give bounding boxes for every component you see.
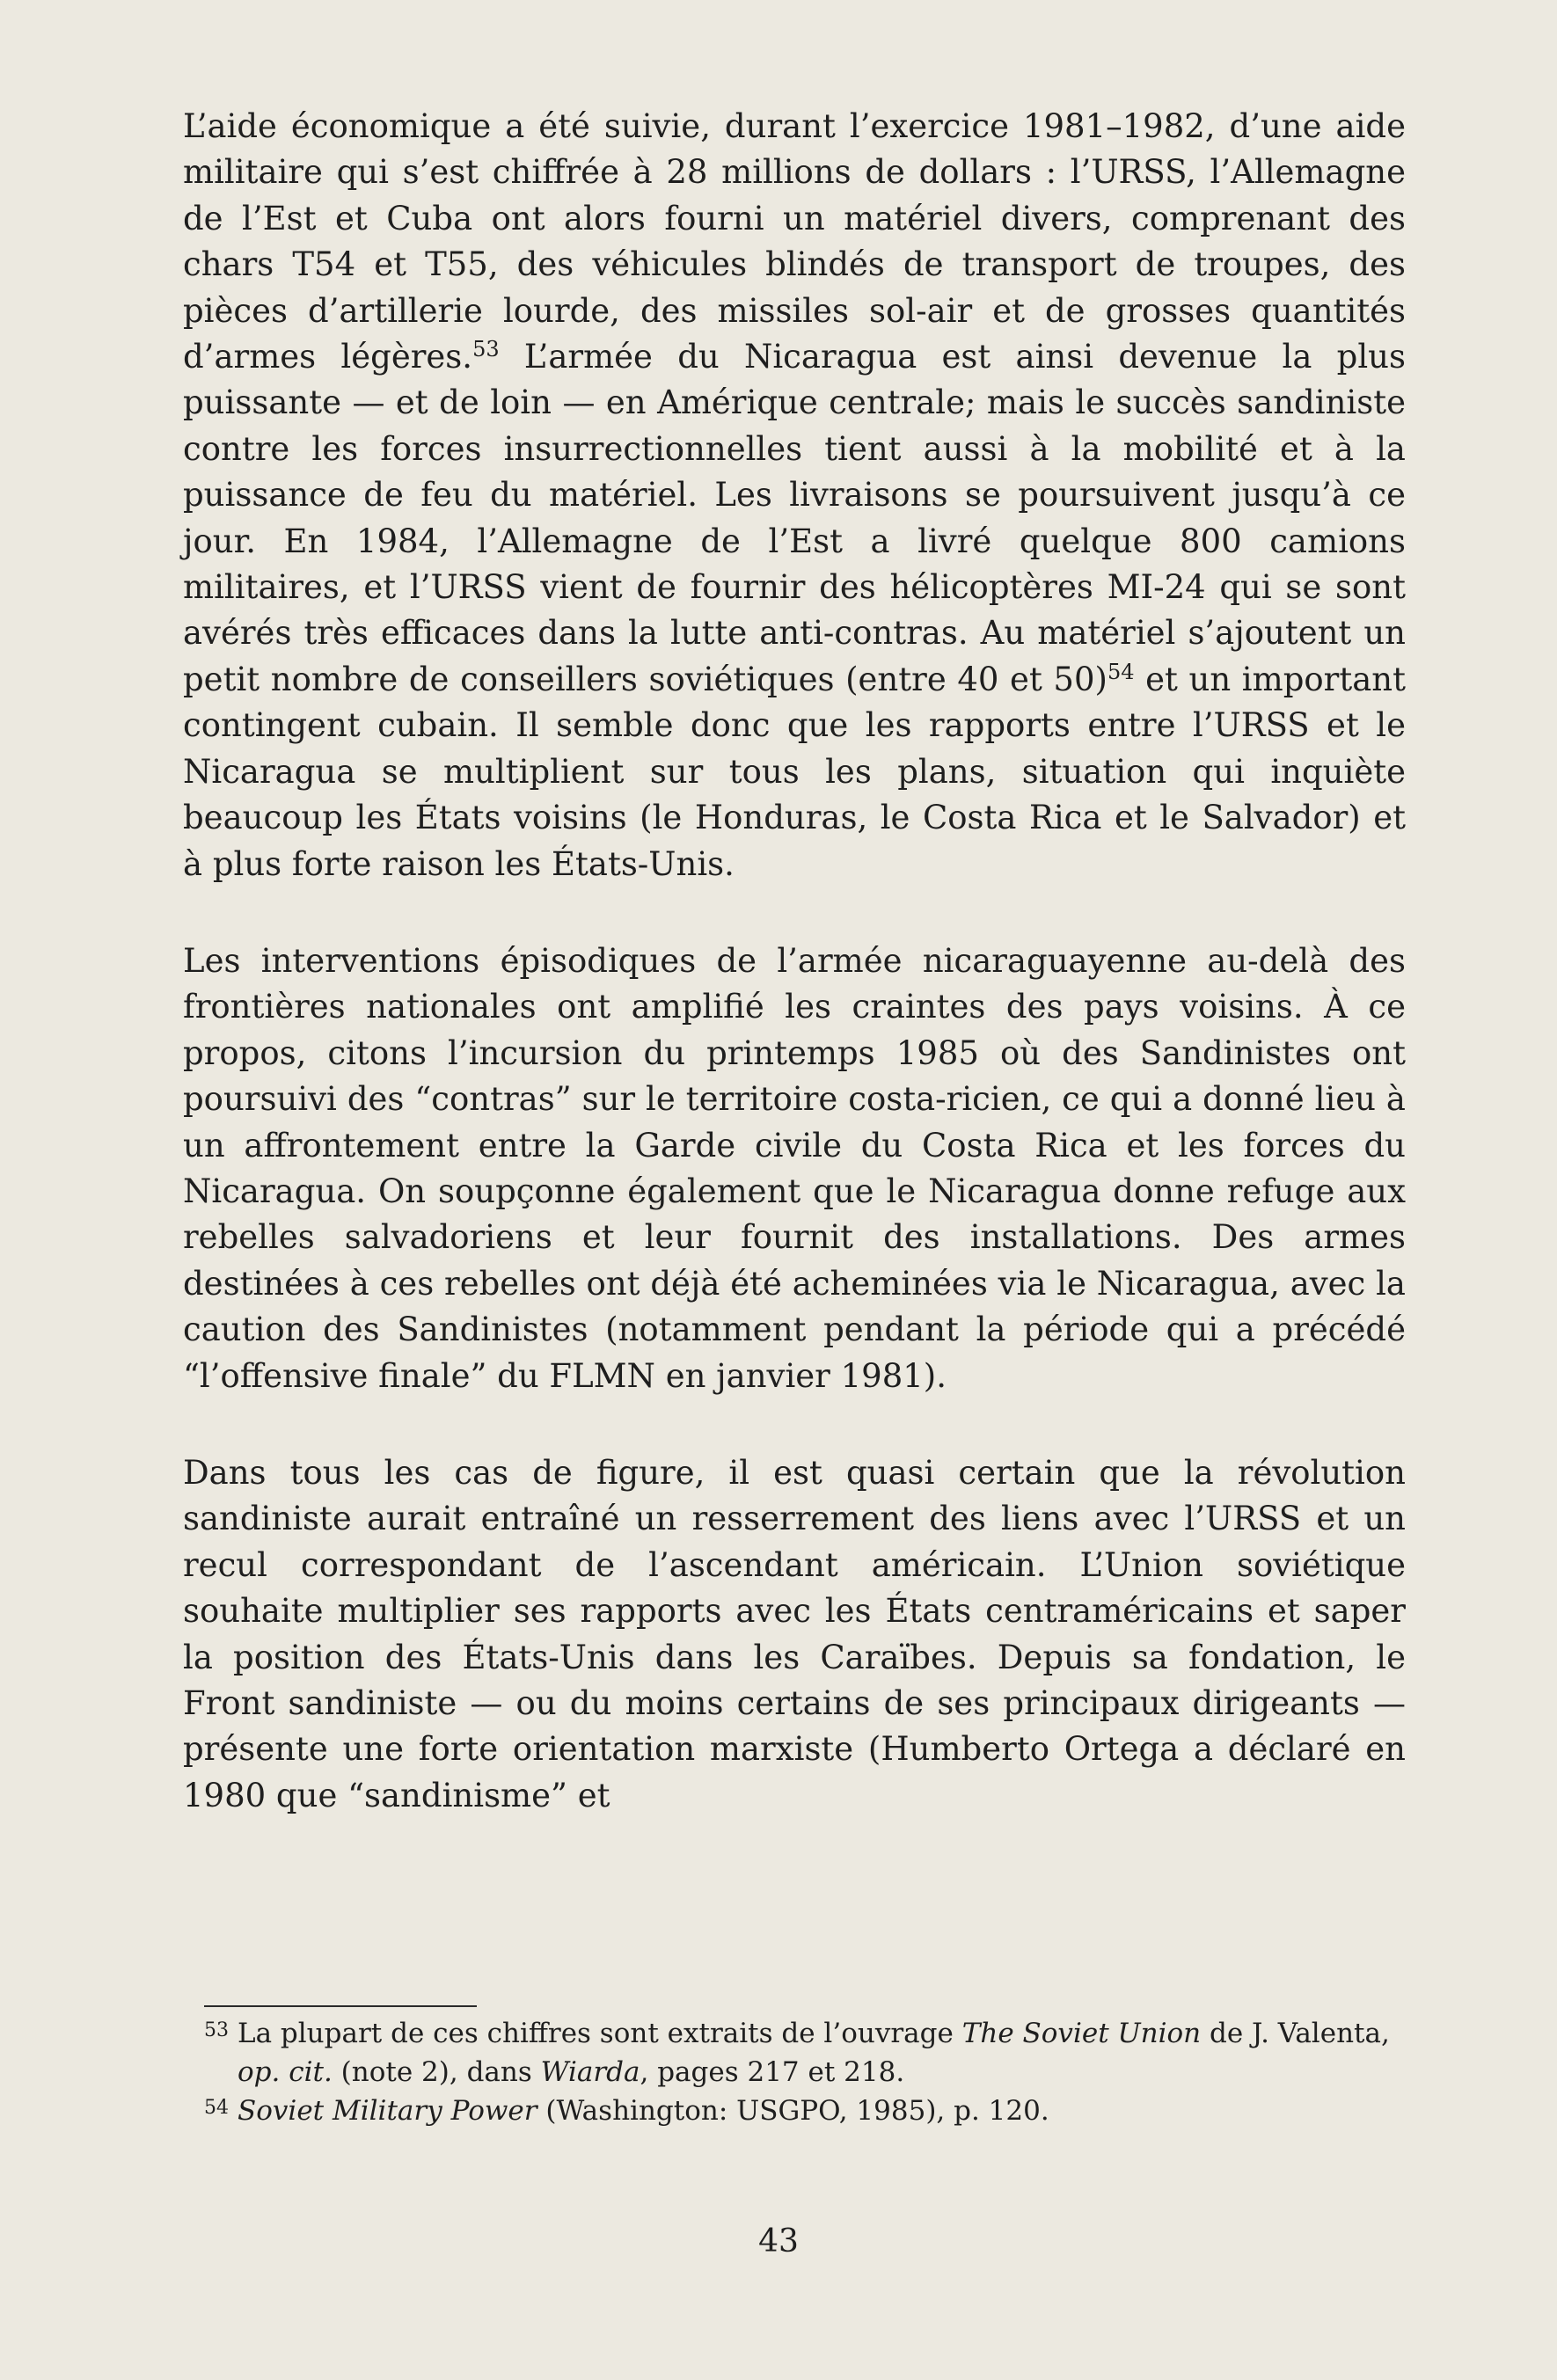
footnote-divider <box>204 2005 477 2007</box>
footnote-54 <box>204 2092 1436 2130</box>
paragraph-2: Les interventions épisodiques de l’armée nicaraguayenne au-delà des frontières nationales ont amplifié les craintes des pays voisins. À ce propos, citons l’incursion du printemps 1985 où des Sandinistes ont poursuivi des “contras” sur le territoire costa-ricien, ce qui a donné lieu à un affrontement entre la Garde civile du Costa Rica et les forces du Nicaragua. On soupçonne également que le Nicaragua donne refuge aux rebelles salvadoriens et leur fournit des installations. Des armes destinées à ces rebelles ont déjà été acheminées via le Nicaragua, avec la caution des Sandinistes (notamment pendant la période qui a précédé “l’offensive finale” du FLMN en janvier 1981). <box>183 941 1406 1395</box>
body-text <box>183 104 1406 1819</box>
footnote-text-part: (Washington: USGPO, 1985), p. 120. <box>537 2095 1049 2127</box>
paragraph-1 <box>183 104 1406 887</box>
footnote-text-part: (note 2), dans <box>332 2056 541 2088</box>
page-number: 43 <box>758 2223 799 2260</box>
footnote-ref-54[interactable]: 54 <box>1107 659 1135 684</box>
paragraph-1-part-2: L’armée du Nicaragua est ainsi devenue la plus puissante — et de loin — en Amérique centrale; mais le succès sandiniste contre les forces insurrectionnelles tient aussi à la mobilité et à la puissance de feu du matériel. Les livraisons se poursuivent jusqu’à ce jour. En 1984, l’Allemagne de l’Est a livré quelque 800 camions militaires, et l’URSS vient de fournir des hélicoptères MI-24 qui se sont avérés très efficaces dans la lutte anti-contras. Au matériel s’ajoutent un petit nombre de conseillers soviétiques (entre 40 et 50) <box>183 338 1406 698</box>
paragraph-1-part-1: L’aide économique a été suivie, durant l’exercice 1981–1982, d’une aide militaire qui s’est chiffrée à 28 millions de dollars : l’URSS, l’Allemagne de l’Est et Cuba ont alors fourni un matériel divers, comprenant des chars T54 et T55, des véhicules blindés de transport de troupes, des pièces d’artillerie lourde, des missiles sol-air et de grosses quantités d’armes légères. <box>183 107 1406 376</box>
footnote-text-part: La plupart de ces chiffres sont extraits de l’ouvrage <box>238 2018 962 2049</box>
footnote-text <box>238 2092 1436 2130</box>
paragraph-1-part-3: et un important contingent cubain. Il semble donc que les rapports entre l’URSS et le Nicaragua se multiplient sur tous les plans, situation qui inquiète beaucoup les États voisins (le Honduras, le Costa Rica et le Salvador) et à plus forte raison les États-Unis. <box>183 660 1406 883</box>
footnote-ref-53[interactable]: 53 <box>472 336 500 361</box>
footnote-op-cit: op. cit. <box>238 2056 333 2088</box>
footnotes <box>204 2014 1436 2130</box>
footnote-text-part: , pages 217 et 218. <box>640 2056 905 2088</box>
footnote-text-part: de J. Valenta, <box>1201 2018 1390 2049</box>
footnote-text <box>238 2014 1436 2092</box>
paragraph-3: Dans tous les cas de figure, il est quasi certain que la révolution sandiniste aurait entraîné un resserrement des liens avec l’URSS et un recul correspondant de l’ascendant américain. L’Union soviétique souhaite multiplier ses rapports avec les États centraméricains et saper la position des États-Unis dans les Caraïbes. Depuis sa fondation, le Front sandiniste — ou du moins certains de ses principaux dirigeants — présente une forte orientation marxiste (Humberto Ortega a déclaré en 1980 que “sandinisme” et <box>183 1453 1406 1814</box>
footnote-book-title: The Soviet Union <box>961 2018 1202 2049</box>
footnote-53 <box>204 2014 1436 2092</box>
footnote-number: 53 <box>204 2019 229 2041</box>
footnote-number: 54 <box>204 2097 229 2119</box>
footnote-author: Wiarda <box>540 2056 640 2088</box>
footnote-book-title: Soviet Military Power <box>238 2095 537 2127</box>
